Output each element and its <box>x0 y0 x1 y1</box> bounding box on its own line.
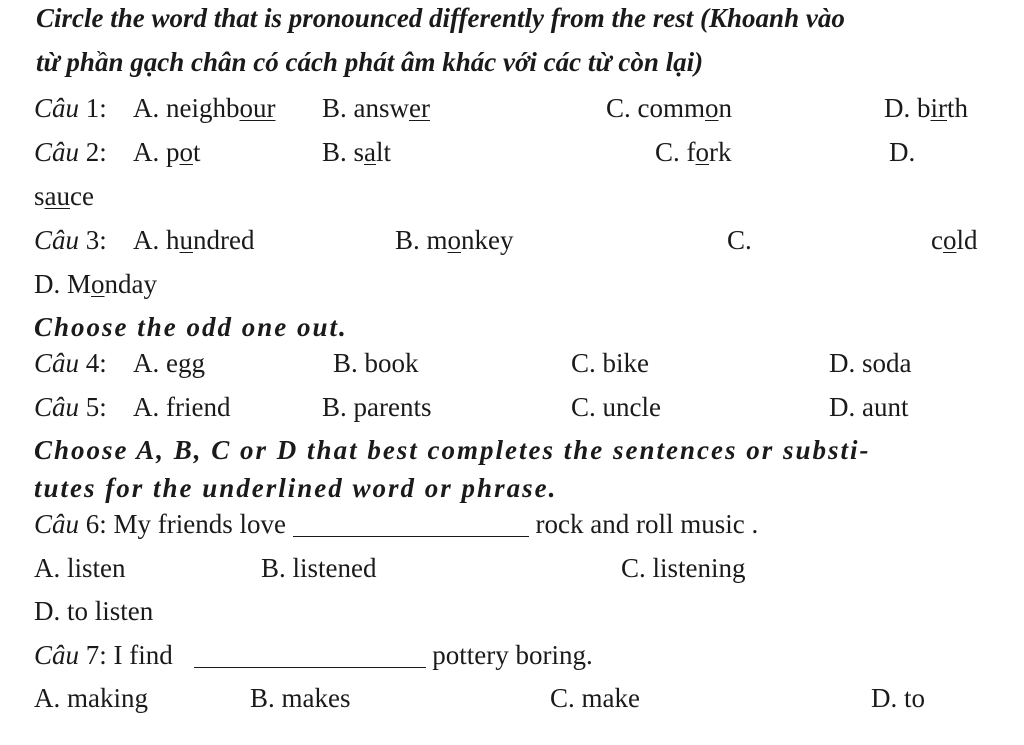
question-7-options <box>0 676 1024 720</box>
section1-heading-line2: từ phần gạch chân có cách phát âm khác với các từ còn lại) <box>36 47 704 77</box>
q3-option-c-word[interactable]: cold <box>931 225 978 255</box>
q7-option-a[interactable]: A. making <box>34 683 148 713</box>
q5-option-c[interactable]: C. uncle <box>571 392 661 422</box>
q4-option-b[interactable]: B. book <box>333 348 419 378</box>
question-5 <box>0 385 1024 429</box>
q5-option-d[interactable]: D. aunt <box>829 392 909 422</box>
section3-heading-line2: tutes for the underlined word or phrase. <box>34 473 558 503</box>
q6-answer-blank[interactable] <box>293 506 529 537</box>
q7-option-b[interactable]: B. makes <box>250 683 351 713</box>
q3-option-b[interactable]: B. monkey <box>395 225 514 255</box>
question-4-label: Câu 4: <box>34 348 107 378</box>
q4-option-c[interactable]: C. bike <box>571 348 649 378</box>
section1-heading-line1: Circle the word that is pronounced differently from the rest (Khoanh vào <box>36 3 845 33</box>
q1-option-a[interactable]: A. neighbour <box>133 93 276 123</box>
q1-option-b[interactable]: B. answer <box>322 93 430 123</box>
q2-option-d-word[interactable]: sauce <box>34 181 94 211</box>
q2-option-c[interactable]: C. fork <box>655 137 732 167</box>
question-4 <box>0 341 1024 385</box>
q2-option-d-label[interactable]: D. <box>889 137 916 167</box>
q1-option-d[interactable]: D. birth <box>884 93 969 123</box>
question-6-options <box>0 546 1024 590</box>
question-1 <box>0 86 1024 130</box>
question-6-options-continued <box>0 589 1024 633</box>
q5-option-b[interactable]: B. parents <box>322 392 432 422</box>
question-6 <box>0 502 1024 546</box>
q6-option-b[interactable]: B. listened <box>261 553 377 583</box>
question-6-stem: Câu 6: My friends love rock and roll music . <box>34 502 758 546</box>
q2-option-b[interactable]: B. salt <box>322 137 392 167</box>
question-1-label: Câu 1: <box>34 93 107 123</box>
section2-heading: Choose the odd one out. <box>34 312 348 342</box>
q6-option-c[interactable]: C. listening <box>621 553 746 583</box>
question-2-label: Câu 2: <box>34 137 107 167</box>
q7-option-d[interactable]: D. to <box>871 683 925 713</box>
question-7-stem: Câu 7: I find pottery boring. <box>34 633 593 677</box>
q6-option-d[interactable]: D. to listen <box>34 596 154 626</box>
q3-option-c-label[interactable]: C. <box>727 225 752 255</box>
question-3-continued <box>0 262 1024 306</box>
q7-option-c[interactable]: C. make <box>550 683 640 713</box>
question-2-continued <box>0 174 1024 218</box>
q3-option-d[interactable]: D. Monday <box>34 269 157 299</box>
question-2 <box>0 130 1024 174</box>
section3-heading-line1: Choose A, B, C or D that best completes the sentences or substi- <box>34 435 871 465</box>
q4-option-a[interactable]: A. egg <box>133 348 205 378</box>
question-3 <box>0 218 1024 262</box>
q5-option-a[interactable]: A. friend <box>133 392 231 422</box>
q4-option-d[interactable]: D. soda <box>829 348 912 378</box>
q7-answer-blank[interactable] <box>194 637 426 668</box>
q2-option-a[interactable]: A. pot <box>133 137 201 167</box>
question-3-label: Câu 3: <box>34 225 107 255</box>
question-7 <box>0 633 1024 677</box>
q3-option-a[interactable]: A. hundred <box>133 225 255 255</box>
q1-option-c[interactable]: C. common <box>606 93 732 123</box>
question-5-label: Câu 5: <box>34 392 107 422</box>
q6-option-a[interactable]: A. listen <box>34 553 126 583</box>
